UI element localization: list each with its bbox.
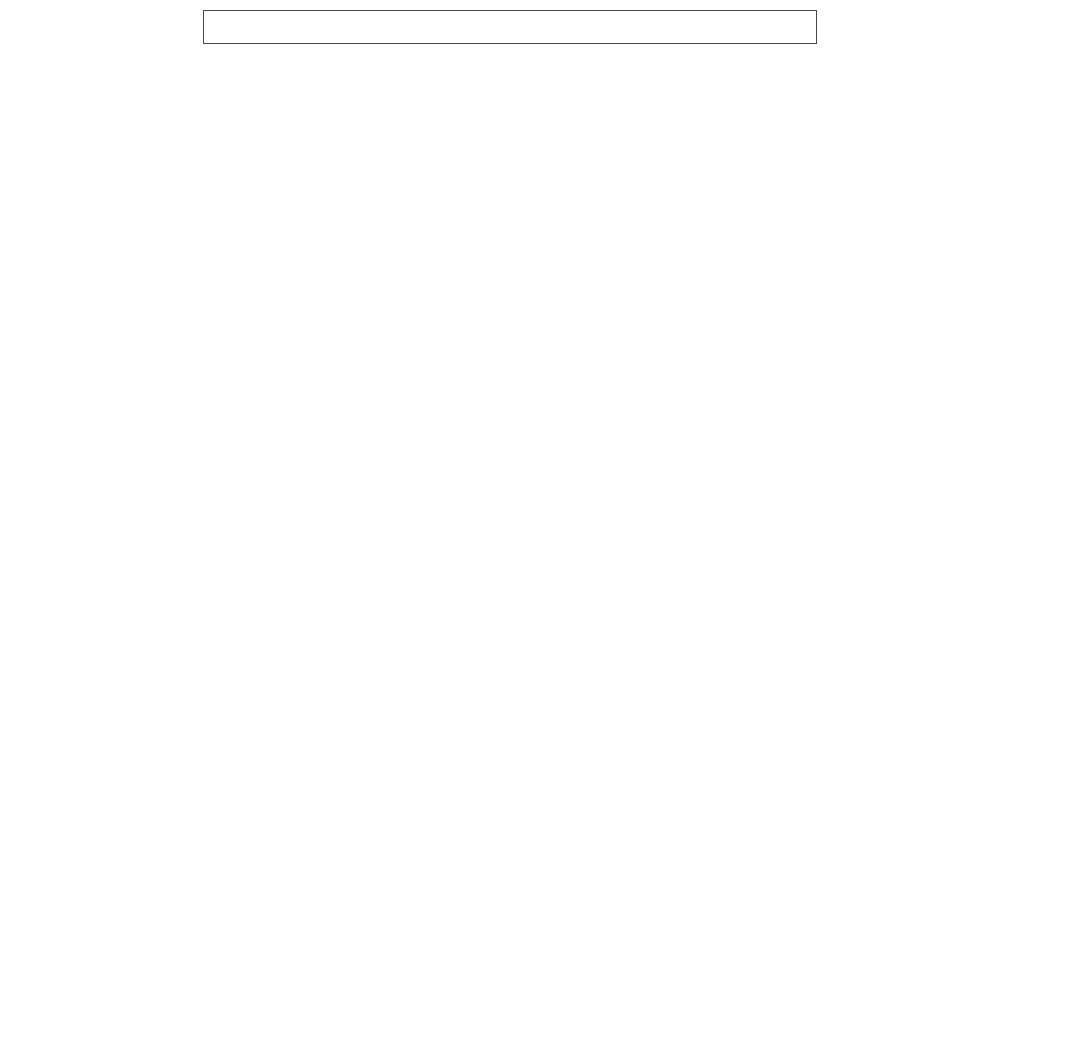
note-row [204, 11, 817, 44]
note-text [204, 11, 817, 44]
pattern-table [203, 10, 817, 44]
